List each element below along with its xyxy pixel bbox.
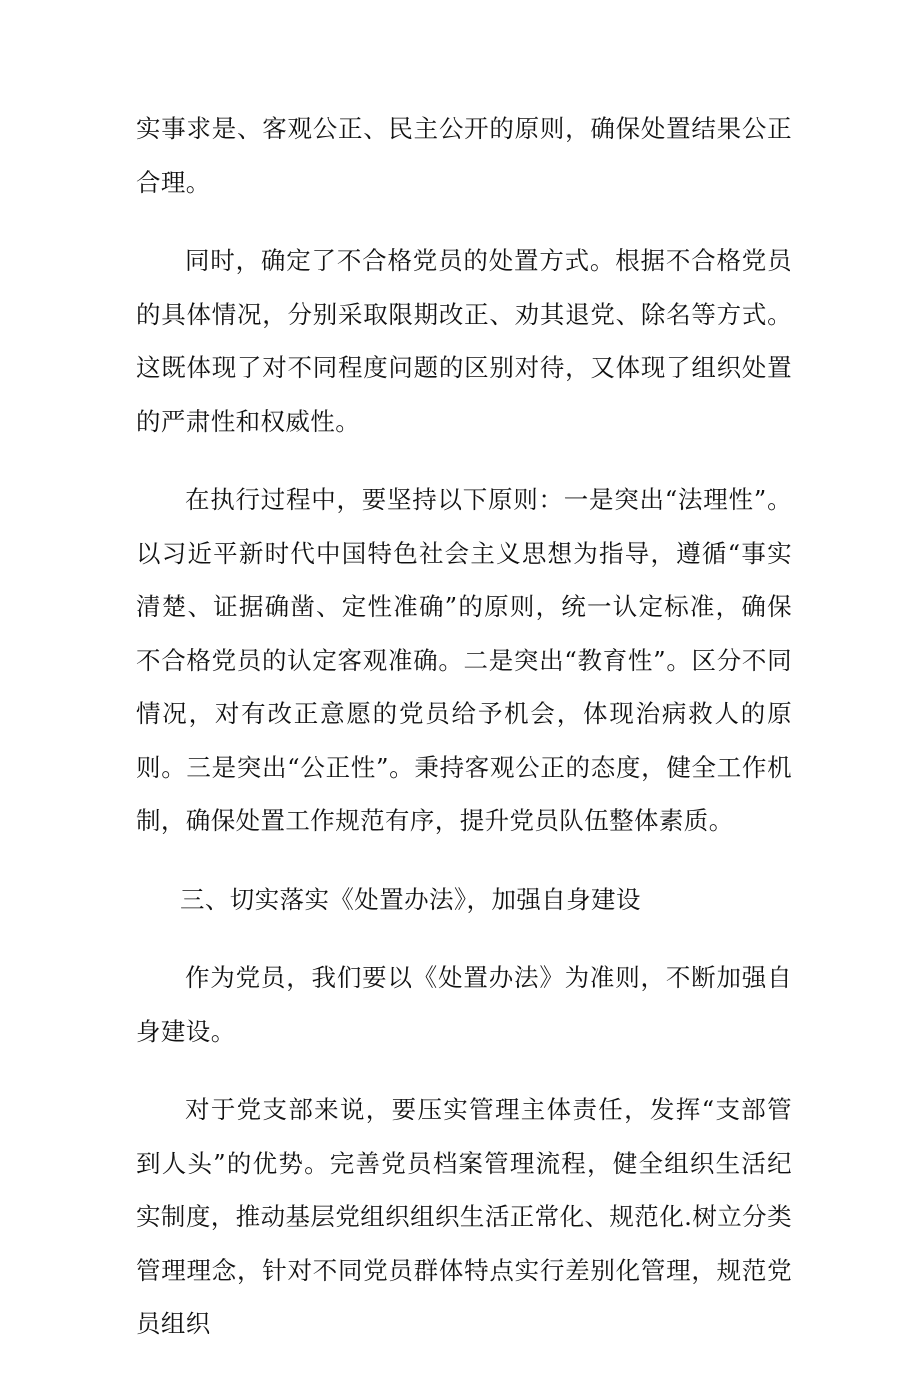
paragraph-party-branch-responsibility: 对于党支部来说，要压实管理主体责任，发挥“支部管到人头”的优势。完善党员档案管理流程，健全组织生活纪实制度，推动基层党组织组织生活正常化、规范化.树立分类管理理念，针对不同党员群体特点实行差别化管理，规范党员组织 bbox=[136, 1095, 792, 1338]
paragraph-party-member-self-building: 作为党员，我们要以《处置办法》为准则，不断加强自身建设。 bbox=[136, 963, 792, 1046]
section-heading-three: 三、切实落实《处置办法》，加强自身建设 bbox=[180, 884, 641, 914]
document-body bbox=[136, 102, 792, 1376]
paragraph-execution-principles: 在执行过程中，要坚持以下原则：一是突出“法理性”。以习近平新时代中国特色社会主义思想为指导，遵循“事实清楚、证据确凿、定性准确”的原则，统一认定标准，确保不合格党员的认定客观准确。二是突出“教育性”。区分不同情况，对有改正意愿的党员给予机会，体现治病救人的原则。三是突出“公正性”。秉持客观公正的态度，健全工作机制，确保处置工作规范有序，提升党员队伍整体素质。 bbox=[136, 485, 792, 835]
paragraph-disposal-methods: 同时，确定了不合格党员的处置方式。根据不合格党员的具体情况，分别采取限期改正、劝其退党、除名等方式。这既体现了对不同程度问题的区别对待，又体现了组织处置的严肃性和权威性。 bbox=[136, 246, 792, 436]
paragraph-continued-principles: 实事求是、客观公正、民主公开的原则，确保处置结果公正合理。 bbox=[136, 114, 792, 197]
